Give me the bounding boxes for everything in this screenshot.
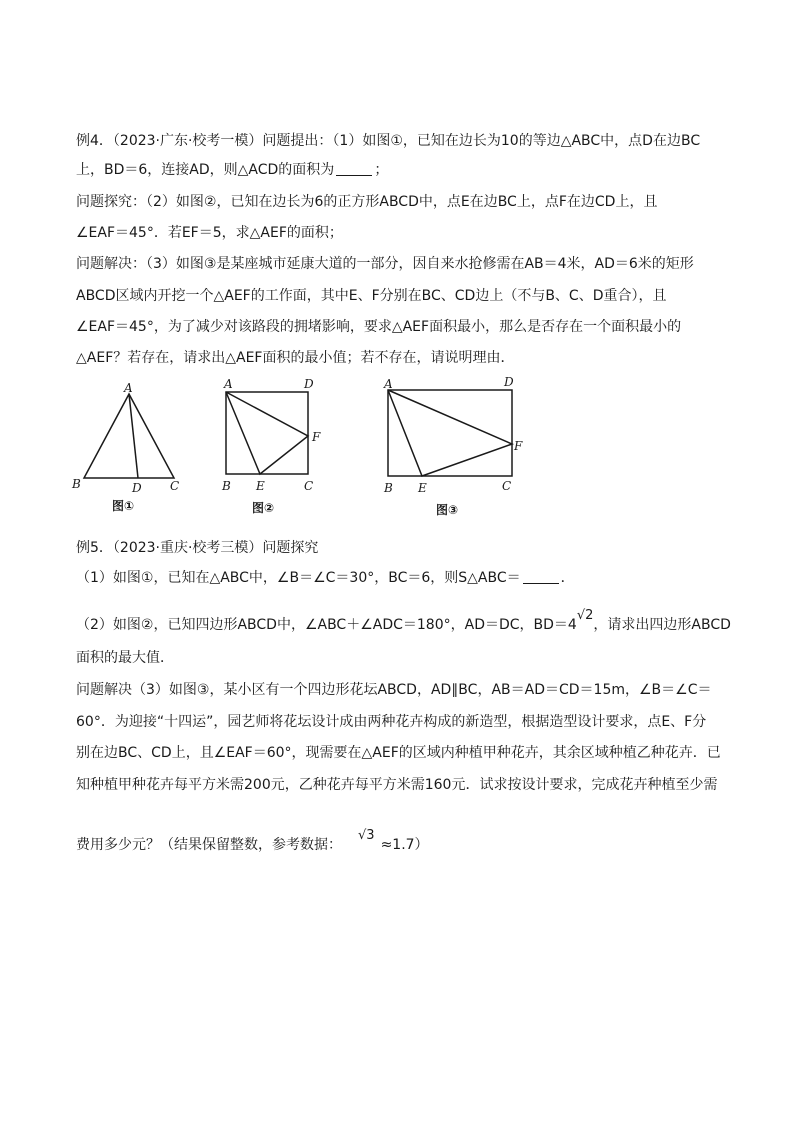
label-e: E <box>418 481 427 495</box>
ex5-line-2 <box>76 568 575 588</box>
ex5-line-3 <box>76 606 731 635</box>
ex5-line-3-text: （2）如图②，已知四边形ABCD中，∠ABC＋∠ADC＝180°，AD＝DC，BD＝4 <box>76 617 577 633</box>
caption-fig3: 图③ <box>436 503 459 517</box>
label-a: A <box>224 377 233 391</box>
ex5-line-1: 例5．（2023·重庆·校考三模）问题探究 <box>76 540 319 556</box>
caption-fig2: 图② <box>252 501 275 515</box>
label-f: F <box>312 430 321 444</box>
ex5-line-5: 问题解决（3）如图③，某小区有一个四边形花坛ABCD，AD∥BC，AB＝AD＝CD＝15m，∠B＝∠C＝ <box>76 682 712 698</box>
answer-blank <box>523 569 559 584</box>
label-b: B <box>384 481 393 495</box>
ex5-line-9-text: 费用多少元？（结果保留整数，参考数据： <box>76 837 342 853</box>
rectangle-abcd <box>388 390 512 476</box>
ex5-line-9 <box>76 826 429 855</box>
label-a: A <box>384 377 393 391</box>
ex5-line-6: 60°．为迎接“十四运”，园艺师将花坛设计成由两种花卉构成的新造型，根据造型设计要求，点E、F分 <box>76 714 707 730</box>
label-c: C <box>170 479 180 493</box>
label-b: B <box>72 477 81 491</box>
sqrt-3: √3 <box>358 828 375 843</box>
ex5-line-4: 面积的最大值． <box>76 650 174 666</box>
ex4-line-5: 问题解决：（3）如图③是某座城市延康大道的一部分，因自来水抢修需在AB＝4米，AD＝6米的矩形 <box>76 256 694 272</box>
label-d: D <box>132 481 142 495</box>
ex4-line-8: △AEF？若存在，请求出△AEF面积的最小值；若不存在，请说明理由． <box>76 350 515 366</box>
ex4-line-6: ABCD区域内开挖一个△AEF的工作面，其中E、F分别在BC、CD边上（不与B、C、D重合），且 <box>76 288 667 304</box>
triangle-abc <box>84 394 174 478</box>
ex4-line-7: ∠EAF＝45°，为了减少对该路段的拥堵影响，要求△AEF面积最小，那么是否存在一个面积最小的 <box>76 319 682 335</box>
ex5-line-2-end: ． <box>560 570 575 586</box>
triangle-aef <box>226 392 308 474</box>
label-c: C <box>304 479 314 493</box>
ex5-line-7: 别在边BC、CD上，且∠EAF＝60°，现需要在△AEF的区域内种植甲种花卉，其余区域种植乙种花卉．已 <box>76 745 721 761</box>
label-a: A <box>124 382 133 395</box>
figure-2-square <box>216 374 336 522</box>
ex5-line-9-end: ≈1.7） <box>380 837 429 853</box>
ex4-line-4: ∠EAF＝45°．若EF＝5，求△AEF的面积； <box>76 225 343 241</box>
ex4-line-1: 例4．（2023·广东·校考一模）问题提出：（1）如图①，已知在边长为10的等边△ABC中，点D在边BC <box>76 133 701 149</box>
ex4-line-3: 问题探究：（2）如图②，已知在边长为6的正方形ABCD中，点E在边BC上，点F在边CD上，且 <box>76 194 658 210</box>
label-d: D <box>304 377 314 391</box>
square-abcd <box>226 392 308 474</box>
figure-3-rectangle <box>378 374 528 522</box>
ex4-line-2-end: ； <box>374 162 389 178</box>
label-e: E <box>256 479 265 493</box>
answer-blank <box>336 161 372 176</box>
segment-ad <box>129 394 138 478</box>
ex4-line-2-text: 上，BD＝6，连接AD，则△ACD的面积为 <box>76 162 335 178</box>
caption-fig1: 图① <box>112 499 135 513</box>
label-b: B <box>222 479 231 493</box>
ex5-line-8: 知种植甲种花卉每平方米需200元，乙种花卉每平方米需160元．试求按设计要求，完成花卉种植至少需 <box>76 777 718 793</box>
ex4-line-2 <box>76 160 388 180</box>
ex5-line-2-text: （1）如图①，已知在△ABC中，∠B＝∠C＝30°，BC＝6，则S△ABC＝ <box>76 570 521 586</box>
triangle-aef <box>388 390 512 476</box>
figure-1-triangle <box>66 382 186 522</box>
sqrt-2: √2 <box>576 608 594 623</box>
label-d: D <box>504 375 514 389</box>
label-f: F <box>514 439 523 453</box>
ex5-line-3-end: ，请求出四边形ABCD <box>593 617 731 633</box>
label-c: C <box>502 479 512 493</box>
